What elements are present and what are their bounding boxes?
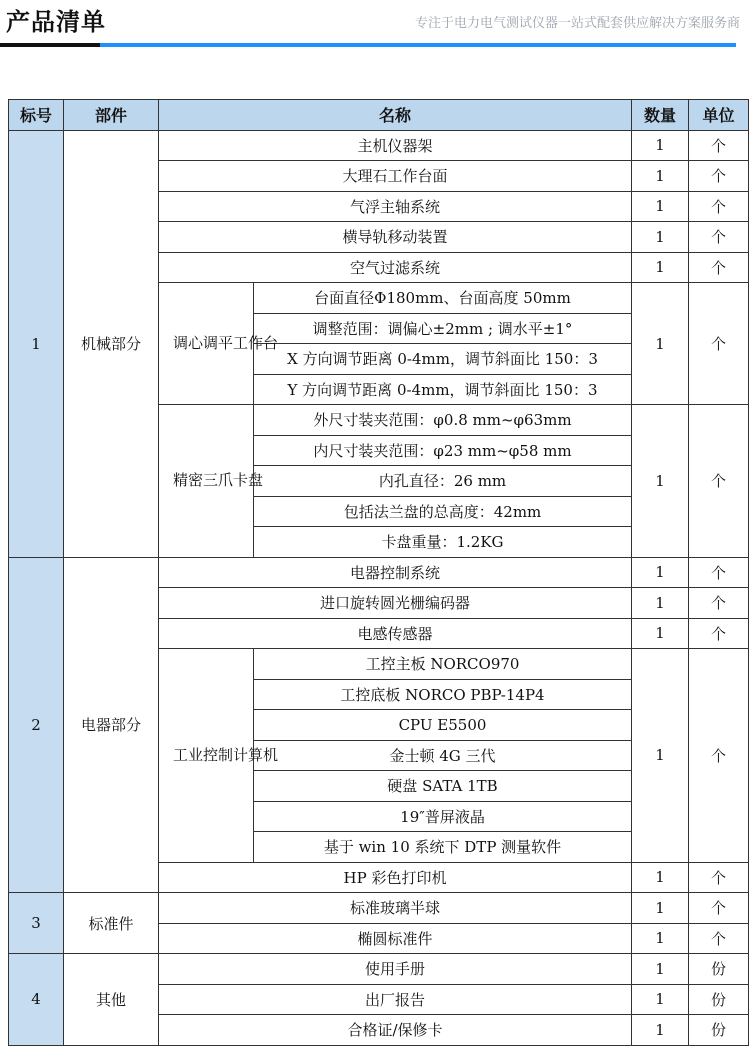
group-index: 1 [9, 130, 64, 557]
item-name: 电器控制系统 [159, 557, 632, 588]
item-unit: 个 [689, 405, 749, 558]
item-qty: 1 [632, 161, 689, 192]
item-unit: 个 [689, 618, 749, 649]
header-rule-dark [0, 43, 100, 47]
item-qty: 1 [632, 191, 689, 222]
item-qty: 1 [632, 130, 689, 161]
item-name: 合格证/保修卡 [159, 1015, 632, 1046]
item-unit: 个 [689, 191, 749, 222]
table-header-row [9, 100, 749, 131]
item-qty: 1 [632, 252, 689, 283]
item-qty: 1 [632, 923, 689, 954]
item-qty: 1 [632, 222, 689, 253]
spec-line: 调整范围：调偏心±2mm ; 调水平±1° [254, 313, 632, 344]
group-part: 其他 [64, 954, 159, 1046]
spec-line: 基于 win 10 系统下 DTP 测量软件 [254, 832, 632, 863]
spec-line: 卡盘重量：1.2KG [254, 527, 632, 558]
item-name: 空气过滤系统 [159, 252, 632, 283]
group-part: 电器部分 [64, 557, 159, 893]
group-index: 2 [9, 557, 64, 893]
item-qty: 1 [632, 649, 689, 863]
spec-line: X 方向调节距离 0-4mm，调节斜面比 150：3 [254, 344, 632, 375]
spec-line: 金士顿 4G 三代 [254, 740, 632, 771]
table-row [9, 557, 749, 588]
item-qty: 1 [632, 588, 689, 619]
company-tagline: 专注于电力电气测试仪器一站式配套供应解决方案服务商 [414, 16, 740, 31]
item-unit: 份 [689, 954, 749, 985]
item-unit: 个 [689, 557, 749, 588]
item-qty: 1 [632, 862, 689, 893]
item-unit: 个 [689, 649, 749, 863]
item-qty: 1 [632, 954, 689, 985]
item-unit: 个 [689, 130, 749, 161]
col-header-qty: 数量 [632, 100, 689, 131]
item-unit: 个 [689, 588, 749, 619]
group-part: 标准件 [64, 893, 159, 954]
spec-line: 19″普屏液晶 [254, 801, 632, 832]
item-unit: 个 [689, 862, 749, 893]
page-title: 产品清单 [6, 8, 106, 36]
spec-line: 台面直径Φ180mm、台面高度 50mm [254, 283, 632, 314]
item-name: 使用手册 [159, 954, 632, 985]
item-qty: 1 [632, 557, 689, 588]
subgroup-name: 调心调平工作台 [159, 283, 254, 405]
spec-line: Y 方向调节距离 0-4mm，调节斜面比 150：3 [254, 374, 632, 405]
spec-line: 包括法兰盘的总高度：42mm [254, 496, 632, 527]
spec-line: CPU E5500 [254, 710, 632, 741]
item-unit: 个 [689, 893, 749, 924]
item-unit: 份 [689, 1015, 749, 1046]
spec-line: 工控底板 NORCO PBP-14P4 [254, 679, 632, 710]
item-unit: 个 [689, 283, 749, 405]
table-row [9, 130, 749, 161]
item-qty: 1 [632, 618, 689, 649]
item-name: 电感传感器 [159, 618, 632, 649]
item-qty: 1 [632, 405, 689, 558]
col-header-name: 名称 [159, 100, 632, 131]
spec-line: 外尺寸装夹范围：φ0.8 mm~φ63mm [254, 405, 632, 436]
item-name: 气浮主轴系统 [159, 191, 632, 222]
spec-line: 工控主板 NORCO970 [254, 649, 632, 680]
item-unit: 个 [689, 923, 749, 954]
item-qty: 1 [632, 283, 689, 405]
item-name: 标准玻璃半球 [159, 893, 632, 924]
item-name: HP 彩色打印机 [159, 862, 632, 893]
col-header-part: 部件 [64, 100, 159, 131]
group-index: 3 [9, 893, 64, 954]
group-index: 4 [9, 954, 64, 1046]
item-name: 大理石工作台面 [159, 161, 632, 192]
item-unit: 个 [689, 252, 749, 283]
item-qty: 1 [632, 1015, 689, 1046]
spec-line: 内尺寸装夹范围：φ23 mm~φ58 mm [254, 435, 632, 466]
header-rule-blue [100, 43, 736, 47]
col-header-index: 标号 [9, 100, 64, 131]
item-unit: 个 [689, 161, 749, 192]
page-header [0, 0, 750, 50]
spec-line: 硬盘 SATA 1TB [254, 771, 632, 802]
product-list-table [8, 99, 749, 1046]
item-unit: 个 [689, 222, 749, 253]
group-part: 机械部分 [64, 130, 159, 557]
subgroup-name: 精密三爪卡盘 [159, 405, 254, 558]
item-qty: 1 [632, 893, 689, 924]
item-name: 椭圆标准件 [159, 923, 632, 954]
subgroup-name: 工业控制计算机 [159, 649, 254, 863]
item-name: 进口旋转圆光栅编码器 [159, 588, 632, 619]
item-name: 主机仪器架 [159, 130, 632, 161]
table-row [9, 954, 749, 985]
item-name: 横导轨移动装置 [159, 222, 632, 253]
item-unit: 份 [689, 984, 749, 1015]
spec-line: 内孔直径：26 mm [254, 466, 632, 497]
table-row [9, 893, 749, 924]
item-name: 出厂报告 [159, 984, 632, 1015]
item-qty: 1 [632, 984, 689, 1015]
col-header-unit: 单位 [689, 100, 749, 131]
